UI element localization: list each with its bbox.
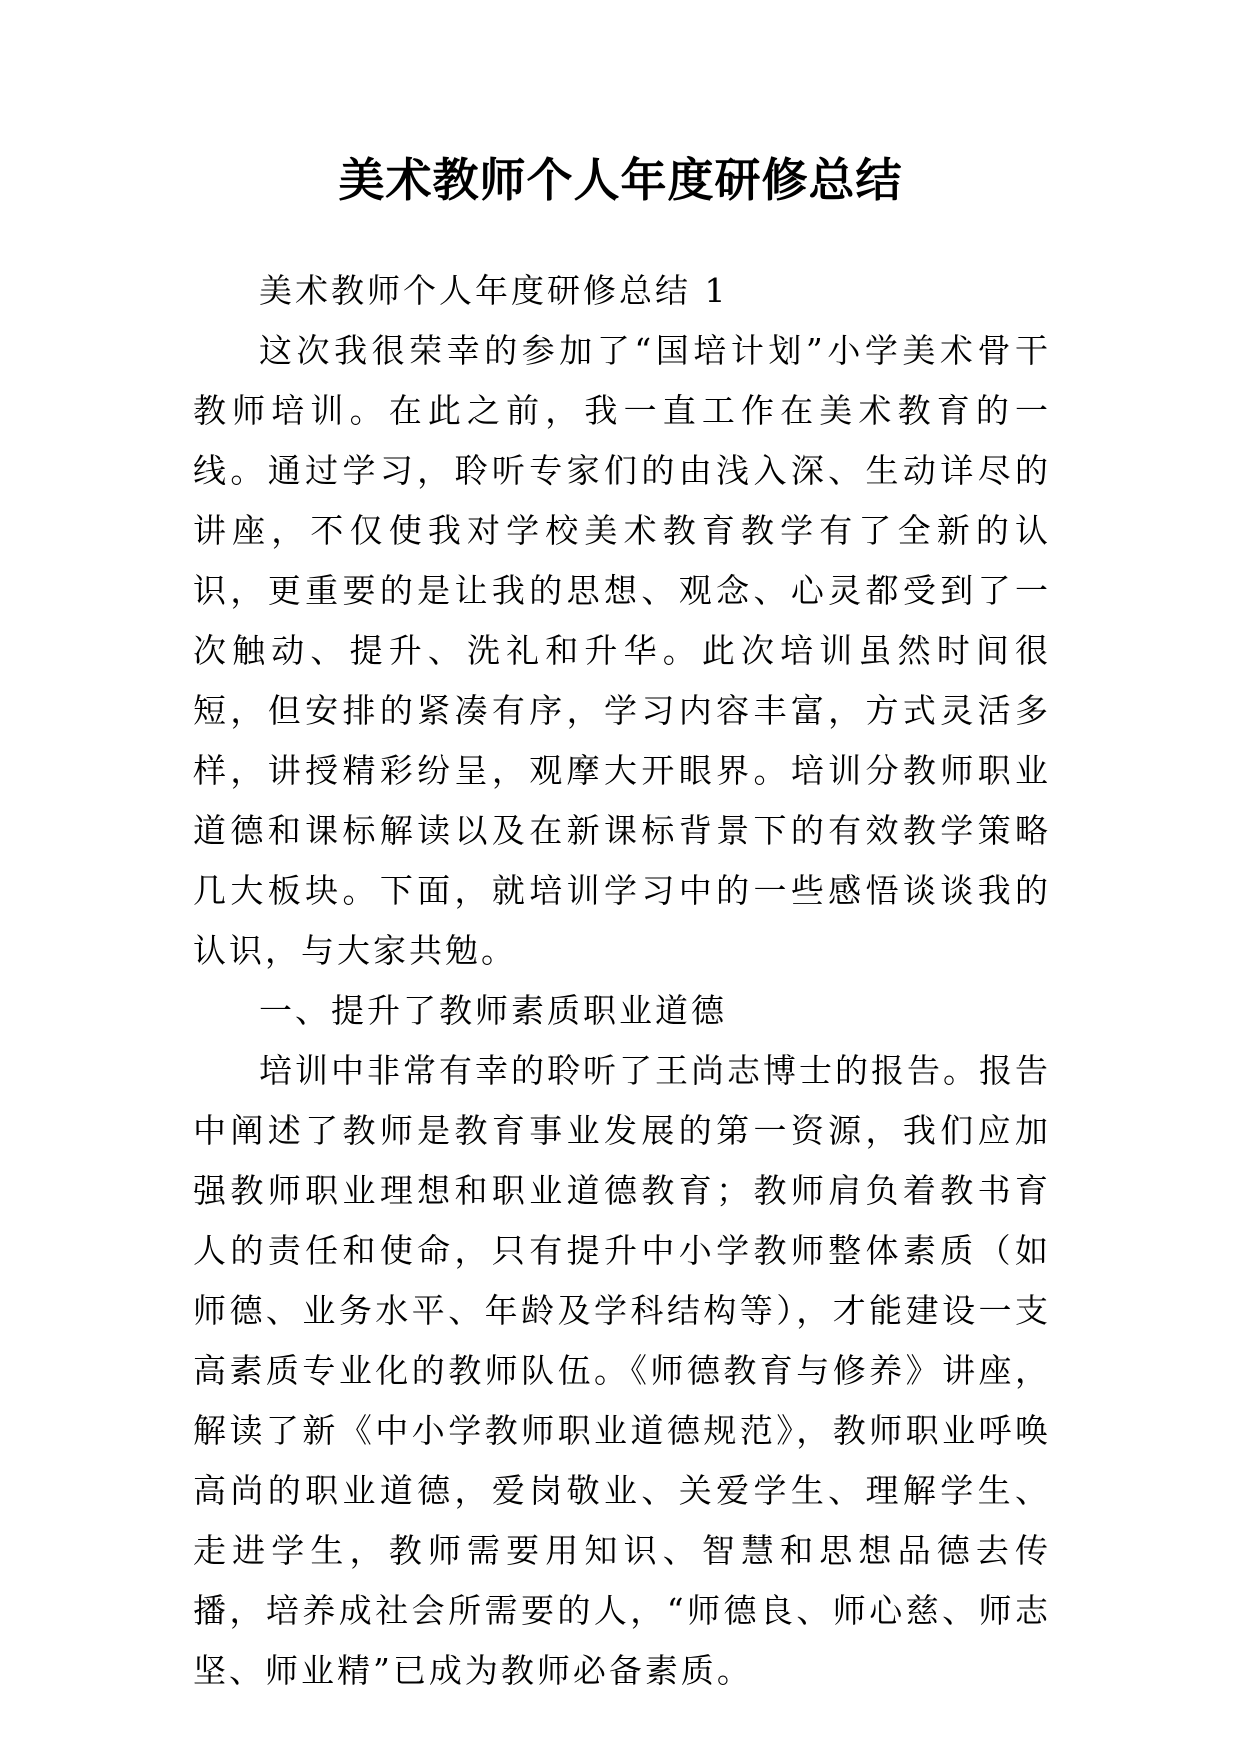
- document-subtitle: 美术教师个人年度研修总结 1: [259, 271, 729, 310]
- document-title: 美术教师个人年度研修总结: [338, 153, 903, 207]
- section-heading-1: 一、提升了教师素质职业道德: [259, 991, 727, 1030]
- paragraph-intro: 这次我很荣幸的参加了“国培计划”小学美术骨干教师培训。在此之前，我一直工作在美术教育的一线。通过学习，聆听专家们的由浅入深、生动详尽的讲座，不仅使我对学校美术教育教学有了全新的认识，更重要的是让我的思想、观念、心灵都受到了一次触动、提升、洗礼和升华。此次培训虽然时间很短，但安排的紧凑有序，学习内容丰富，方式灵活多样，讲授精彩纷呈，观摩大开眼界。培训分教师职业道德和课标解读以及在新课标背景下的有效教学策略几大板块。下面，就培训学习中的一些感悟谈谈我的认识，与大家共勉。: [193, 331, 1051, 970]
- document-body: [193, 261, 1051, 1701]
- paragraph-section-1: 培训中非常有幸的聆听了王尚志博士的报告。报告中阐述了教师是教育事业发展的第一资源，我们应加强教师职业理想和职业道德教育；教师肩负着教书育人的责任和使命，只有提升中小学教师整体素质（如师德、业务水平、年龄及学科结构等），才能建设一支高素质专业化的教师队伍。《师德教育与修养》讲座，解读了新《中小学教师职业道德规范》，教师职业呼唤高尚的职业道德，爱岗敬业、关爱学生、理解学生、走进学生，教师需要用知识、智慧和思想品德去传播，培养成社会所需要的人，“师德良、师心慈、师志坚、师业精”已成为教师必备素质。: [193, 1051, 1051, 1690]
